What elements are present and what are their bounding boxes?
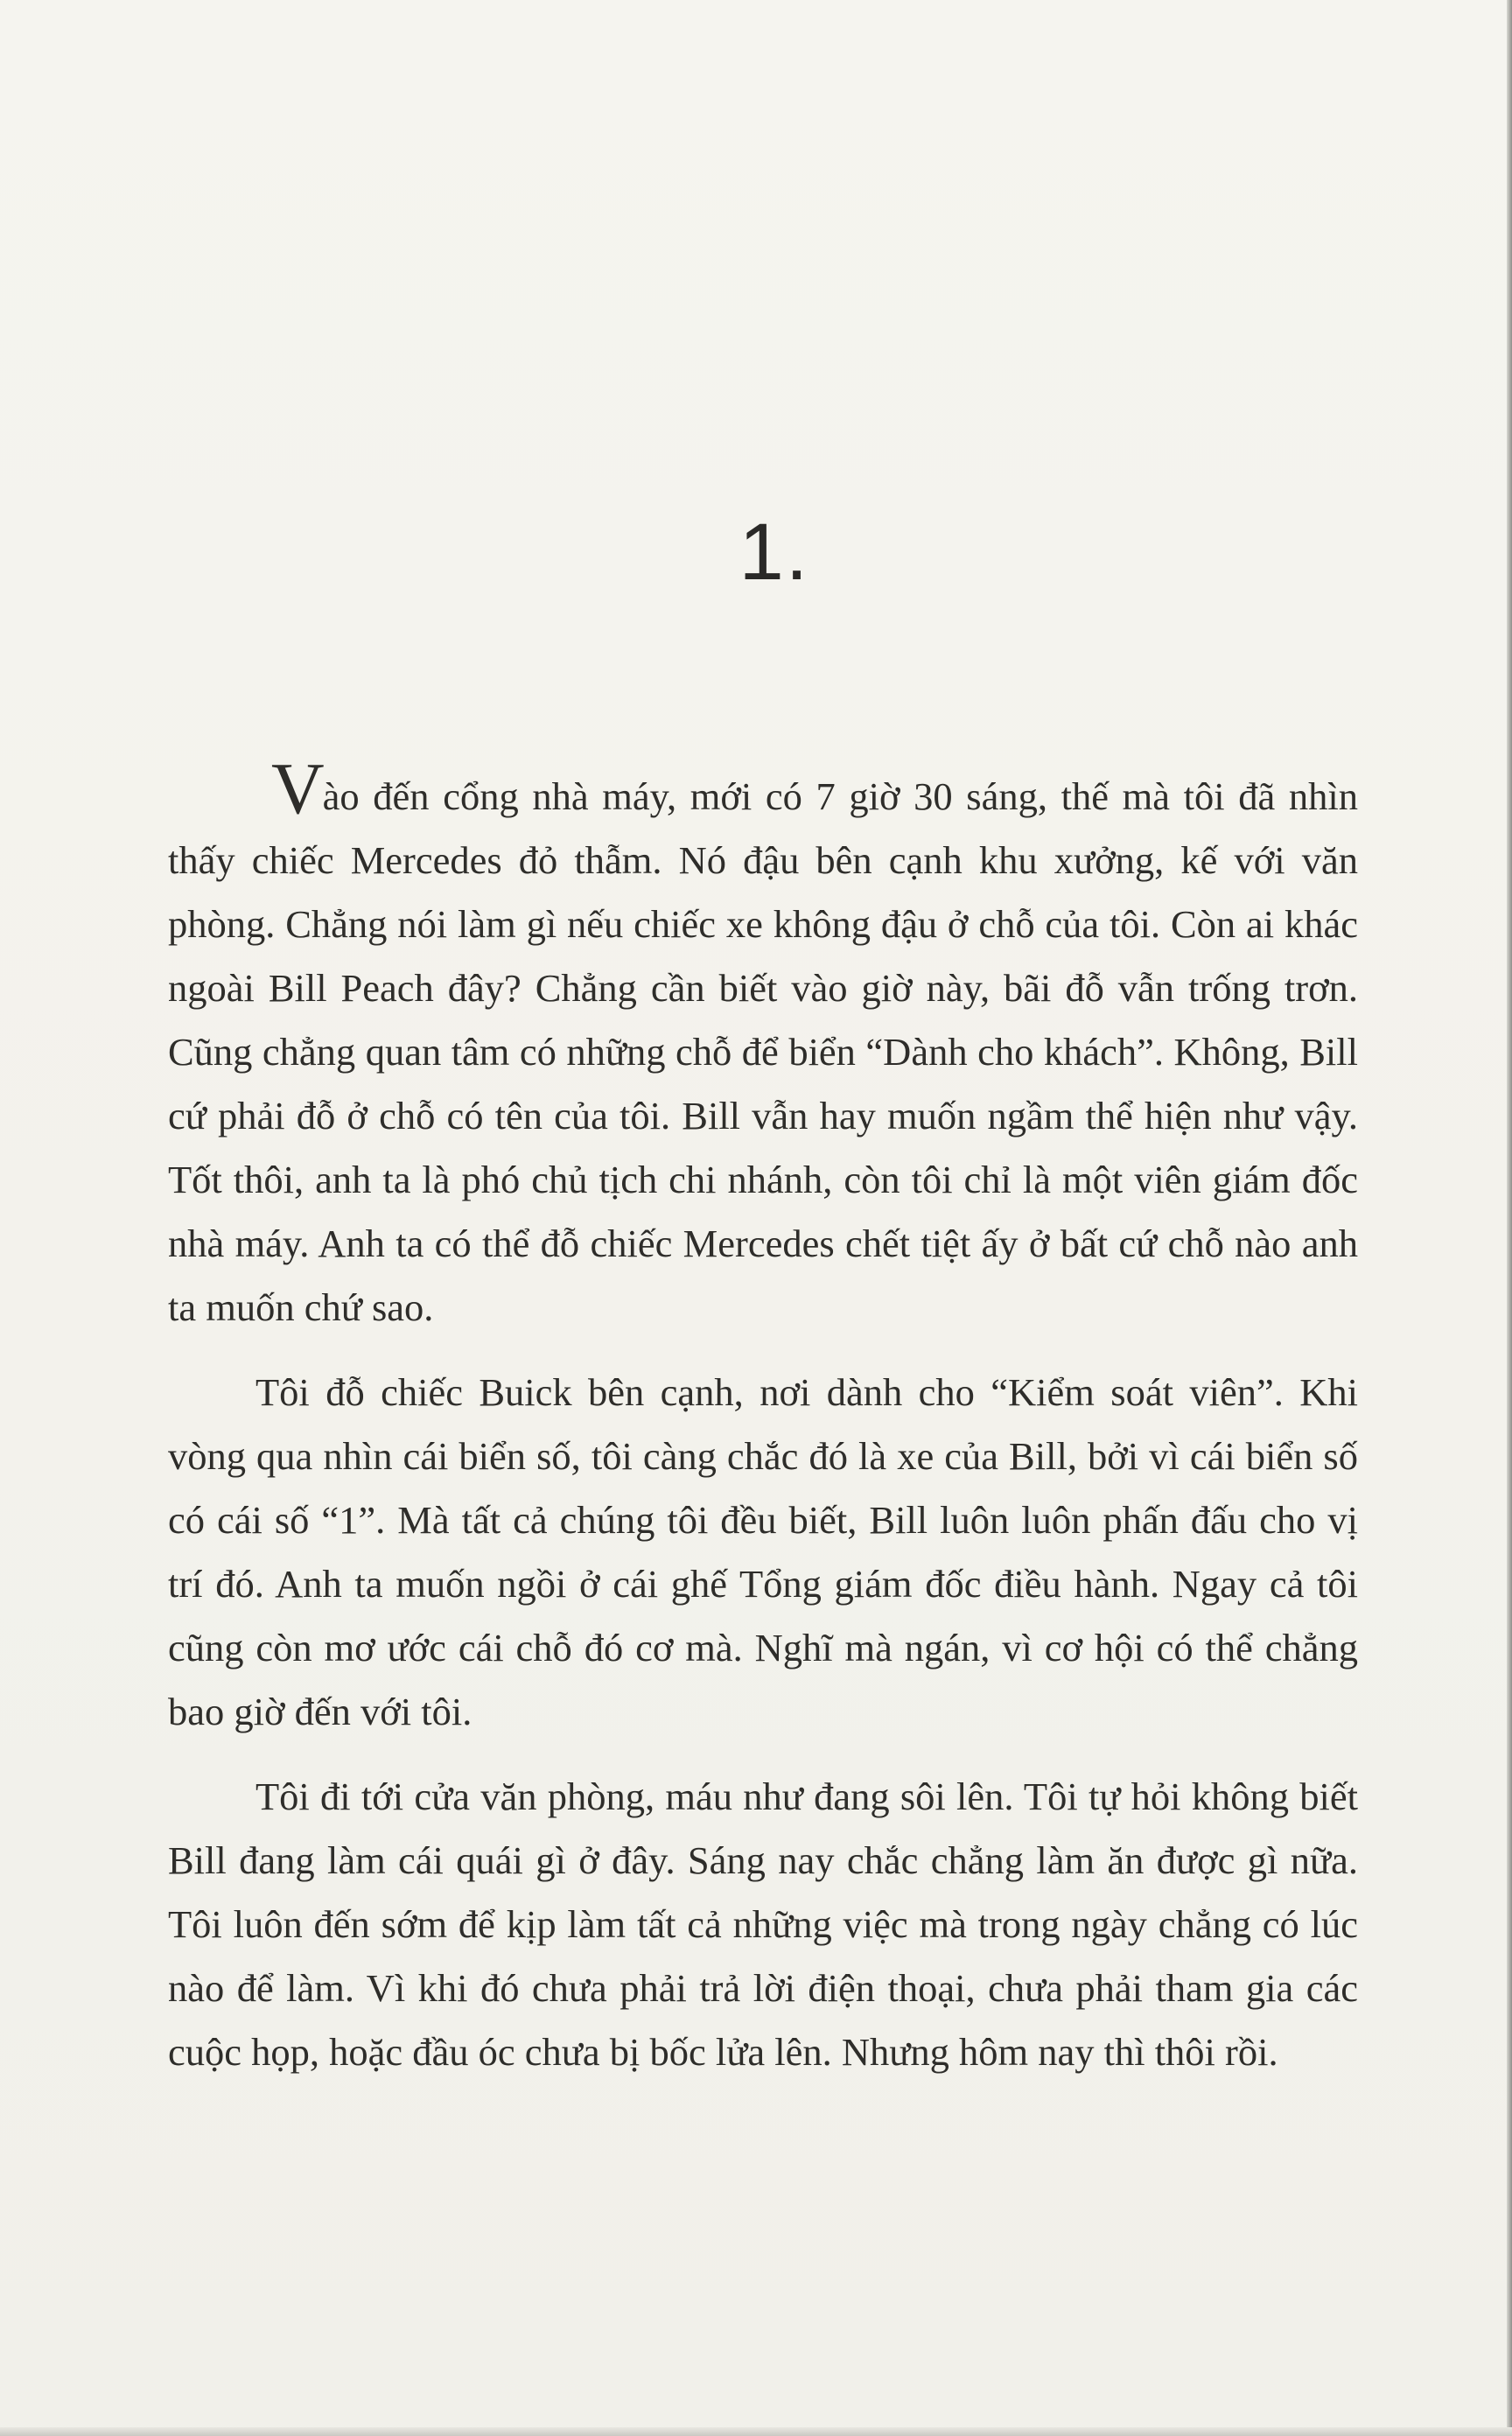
paragraph-2: Tôi đỗ chiếc Buick bên cạnh, nơi dành cho “Kiểm soát viên”. Khi vòng qua nhìn cái biển số, tôi càng chắc đó là xe của Bill, bởi vì cái biển số có cái số “1”. Mà tất cả chúng tôi đều biết, Bill luôn luôn phấn đấu cho vị trí đó. Anh ta muốn ngồi ở cái ghế Tổng giám đốc điều hành. Ngay cả tôi cũng còn mơ ước cái chỗ đó cơ mà. Nghĩ mà ngán, vì cơ hội có thể chẳng bao giờ đến với tôi. [168,1370,1358,1733]
paragraph-3: Tôi đi tới cửa văn phòng, máu như đang sôi lên. Tôi tự hỏi không biết Bill đang làm cái quái gì ở đây. Sáng nay chắc chẳng làm ăn được gì nữa. Tôi luôn đến sớm để kịp làm tất cả những việc mà trong ngày chẳng có lúc nào để làm. Vì khi đó chưa phải trả lời điện thoại, chưa phải tham gia các cuộc họp, hoặc đầu óc chưa bị bốc lửa lên. Nhưng hôm nay thì thôi rồi. [168,1774,1358,2074]
page-edge-right [1507,0,1512,2436]
page-edge-bottom [0,2427,1512,2436]
chapter-number: 1. [738,508,810,597]
paragraph-1 [168,748,1358,1340]
paragraph-1-text: ào đến cổng nhà máy, mới có 7 giờ 30 sáng, thế mà tôi đã nhìn thấy chiếc Mercedes đỏ thẫm. Nó đậu bên cạnh khu xưởng, kế với văn phòng. Chẳng nói làm gì nếu chiếc xe không đậu ở chỗ của tôi. Còn ai khác ngoài Bill Peach đây? Chẳng cần biết vào giờ này, bãi đỗ vẫn trống trơn. Cũng chẳng quan tâm có những chỗ để biển “Dành cho khách”. Không, Bill cứ phải đỗ ở chỗ có tên của tôi. Bill vẫn hay muốn ngầm thể hiện như vậy. Tốt thôi, anh ta là phó chủ tịch chi nhánh, còn tôi chỉ là một viên giám đốc nhà máy. Anh ta có thể đỗ chiếc Mercedes chết tiệt ấy ở bất cứ chỗ nào anh ta muốn chứ sao. [168,774,1358,1329]
drop-cap: V [271,748,323,830]
chapter-body [168,748,1358,2084]
